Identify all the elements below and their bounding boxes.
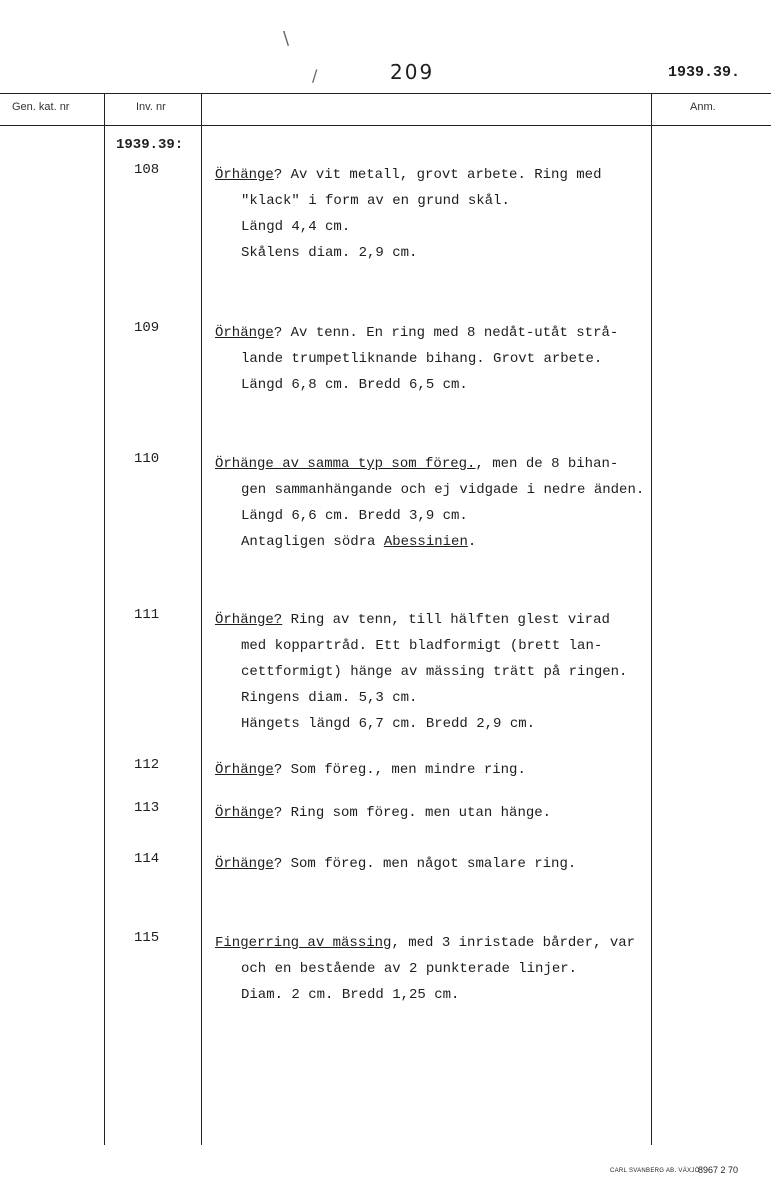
page-number: 209 (390, 60, 435, 84)
object-name: Örhänge? (215, 612, 283, 628)
object-name: Örhänge (215, 167, 274, 183)
inventory-number: 114 (134, 851, 160, 867)
description-line: Fingerring av mässing, med 3 inristade bårder, var (215, 935, 636, 951)
entry-description (215, 757, 655, 783)
description-line: och en bestående av 2 punkterade linjer. (241, 961, 578, 977)
column-header-gen-kat: Gen. kat. nr (12, 101, 70, 113)
header-rule-top (0, 93, 771, 94)
description-line: Diam. 2 cm. Bredd 1,25 cm. (241, 987, 460, 1003)
description-line: lande trumpetliknande bihang. Grovt arbete. (241, 351, 603, 367)
description-line: med koppartråd. Ett bladformigt (brett lan- (241, 638, 603, 654)
object-name: Örhänge (215, 856, 274, 872)
column-divider (104, 93, 105, 1145)
object-name: Fingerring av mässing (215, 935, 392, 951)
entry-description (215, 800, 655, 826)
inventory-number: 113 (134, 800, 160, 816)
description-line: Längd 4,4 cm. (241, 219, 351, 235)
accession-header: 1939.39. (668, 64, 741, 81)
description-line: Örhänge? Av vit metall, grovt arbete. Ring med (215, 167, 602, 183)
pen-mark: \ (283, 28, 290, 49)
description-line: "klack" i form av en grund skål. (241, 193, 510, 209)
entry-description (215, 607, 655, 737)
description-line: Längd 6,6 cm. Bredd 3,9 cm. (241, 508, 468, 524)
description-line: Antagligen södra Abessinien. (241, 534, 477, 550)
description-line: Örhänge? Som föreg., men mindre ring. (215, 762, 526, 778)
place-name: Abessinien (383, 534, 468, 550)
entry-description (215, 851, 655, 877)
description-line: Örhänge av samma typ som föreg., men de 8 bihan- (215, 456, 619, 472)
description-line: Örhänge? Av tenn. En ring med 8 nedåt-utåt strå- (215, 325, 619, 341)
inventory-number: 115 (134, 930, 160, 946)
object-name: Örhänge (215, 762, 274, 778)
entry-description (215, 451, 655, 555)
entry-description (215, 320, 655, 398)
inventory-number: 111 (134, 607, 160, 623)
description-line: Ringens diam. 5,3 cm. (241, 690, 418, 706)
form-code: 8967 2 70 (698, 1165, 739, 1175)
object-name: Örhänge (215, 325, 274, 341)
object-name: Örhänge av samma typ som föreg. (215, 456, 476, 472)
description-line: Örhänge? Ring som föreg. men utan hänge. (215, 805, 552, 821)
inventory-number: 110 (134, 451, 160, 467)
header-rule-bottom (0, 125, 771, 126)
object-name: Örhänge (215, 805, 274, 821)
printer-imprint: CARL SVANBERG AB. VÄXJÖ (610, 1168, 700, 1174)
inventory-number: 108 (134, 162, 160, 178)
description-line: Örhänge? Ring av tenn, till hälften glest virad (215, 612, 610, 628)
column-header-inv: Inv. nr (136, 101, 166, 113)
entry-description (215, 162, 655, 266)
description-line: Hängets längd 6,7 cm. Bredd 2,9 cm. (241, 716, 536, 732)
accession-year: 1939.39: (116, 137, 184, 153)
column-divider (201, 93, 202, 1145)
inventory-number: 112 (134, 757, 160, 773)
description-line: gen sammanhängande och ej vidgade i nedre änden. (241, 482, 645, 498)
inventory-number: 109 (134, 320, 160, 336)
column-header-anm: Anm. (690, 101, 716, 113)
entry-description (215, 930, 655, 1008)
description-line: Örhänge? Som föreg. men något smalare ring. (215, 856, 577, 872)
description-line: cettformigt) hänge av mässing trätt på ringen. (241, 664, 628, 680)
description-line: Längd 6,8 cm. Bredd 6,5 cm. (241, 377, 468, 393)
pen-mark: / (312, 66, 318, 85)
description-line: Skålens diam. 2,9 cm. (241, 245, 418, 261)
